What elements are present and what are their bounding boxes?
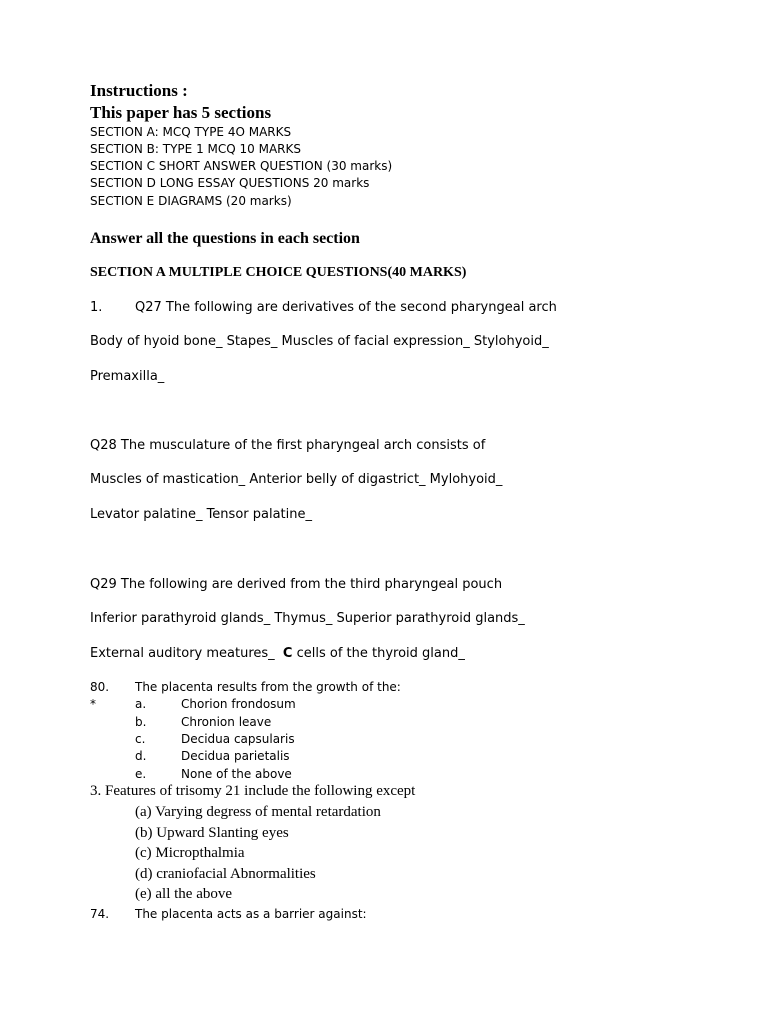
question-number: 80. bbox=[90, 680, 110, 694]
question-options bbox=[90, 646, 465, 661]
question-text: 3. Features of trisomy 21 include the following except bbox=[90, 783, 416, 799]
option-text: Chorion frondosum bbox=[181, 697, 296, 711]
option-text: None of the above bbox=[181, 767, 292, 781]
answer-all-heading: Answer all the questions in each section bbox=[90, 230, 360, 247]
question-text: The placenta acts as a barrier against: bbox=[135, 907, 367, 921]
option-letter: c. bbox=[135, 732, 146, 746]
question-text: Q27 The following are derivatives of the second pharyngeal arch bbox=[135, 300, 557, 315]
option-text: Chronion leave bbox=[181, 715, 272, 729]
option-text: (d) craniofacial Abnormalities bbox=[135, 866, 316, 882]
question-text: The placenta results from the growth of the: bbox=[135, 680, 401, 694]
question-number: 1. bbox=[90, 300, 103, 315]
section-list-item: SECTION B: TYPE 1 MCQ 10 MARKS bbox=[90, 142, 301, 156]
section-a-title: SECTION A MULTIPLE CHOICE QUESTIONS(40 MARKS) bbox=[90, 265, 467, 280]
section-list-item: SECTION C SHORT ANSWER QUESTION (30 marks) bbox=[90, 159, 393, 173]
option-letter: a. bbox=[135, 697, 147, 711]
option-text: (c) Micropthalmia bbox=[135, 845, 245, 861]
option-letter: C bbox=[282, 646, 293, 661]
star-marker: * bbox=[90, 697, 96, 711]
question-options: Inferior parathyroid glands_ Thymus_ Superior parathyroid glands_ bbox=[90, 611, 525, 626]
option-text: Decidua parietalis bbox=[181, 749, 290, 763]
question-options: Muscles of mastication_ Anterior belly of digastrict_ Mylohyoid_ bbox=[90, 472, 503, 487]
question-options: Premaxilla_ bbox=[90, 369, 165, 384]
question-text: Q29 The following are derived from the third pharyngeal pouch bbox=[90, 577, 503, 592]
option-letter: d. bbox=[135, 749, 147, 763]
option-text: External auditory meatures_ bbox=[90, 646, 283, 661]
section-list-item: SECTION A: MCQ TYPE 4O MARKS bbox=[90, 125, 292, 139]
question-number: 74. bbox=[90, 907, 110, 921]
option-text: (b) Upward Slanting eyes bbox=[135, 825, 289, 841]
question-options: Levator palatine_ Tensor palatine_ bbox=[90, 507, 312, 522]
option-letter: e. bbox=[135, 767, 147, 781]
section-list-item: SECTION D LONG ESSAY QUESTIONS 20 marks bbox=[90, 176, 370, 190]
paper-sections-heading: This paper has 5 sections bbox=[90, 103, 272, 122]
option-text: (a) Varying degress of mental retardation bbox=[135, 804, 381, 820]
section-list-item: SECTION E DIAGRAMS (20 marks) bbox=[90, 194, 292, 208]
option-text: (e) all the above bbox=[135, 886, 233, 902]
instructions-heading: Instructions : bbox=[90, 81, 188, 100]
option-text: Decidua capsularis bbox=[181, 732, 295, 746]
question-text: Q28 The musculature of the first pharyngeal arch consists of bbox=[90, 438, 486, 453]
option-text: cells of the thyroid gland_ bbox=[292, 646, 465, 661]
option-letter: b. bbox=[135, 715, 147, 729]
question-options: Body of hyoid bone_ Stapes_ Muscles of facial expression_ Stylohyoid_ bbox=[90, 334, 549, 349]
